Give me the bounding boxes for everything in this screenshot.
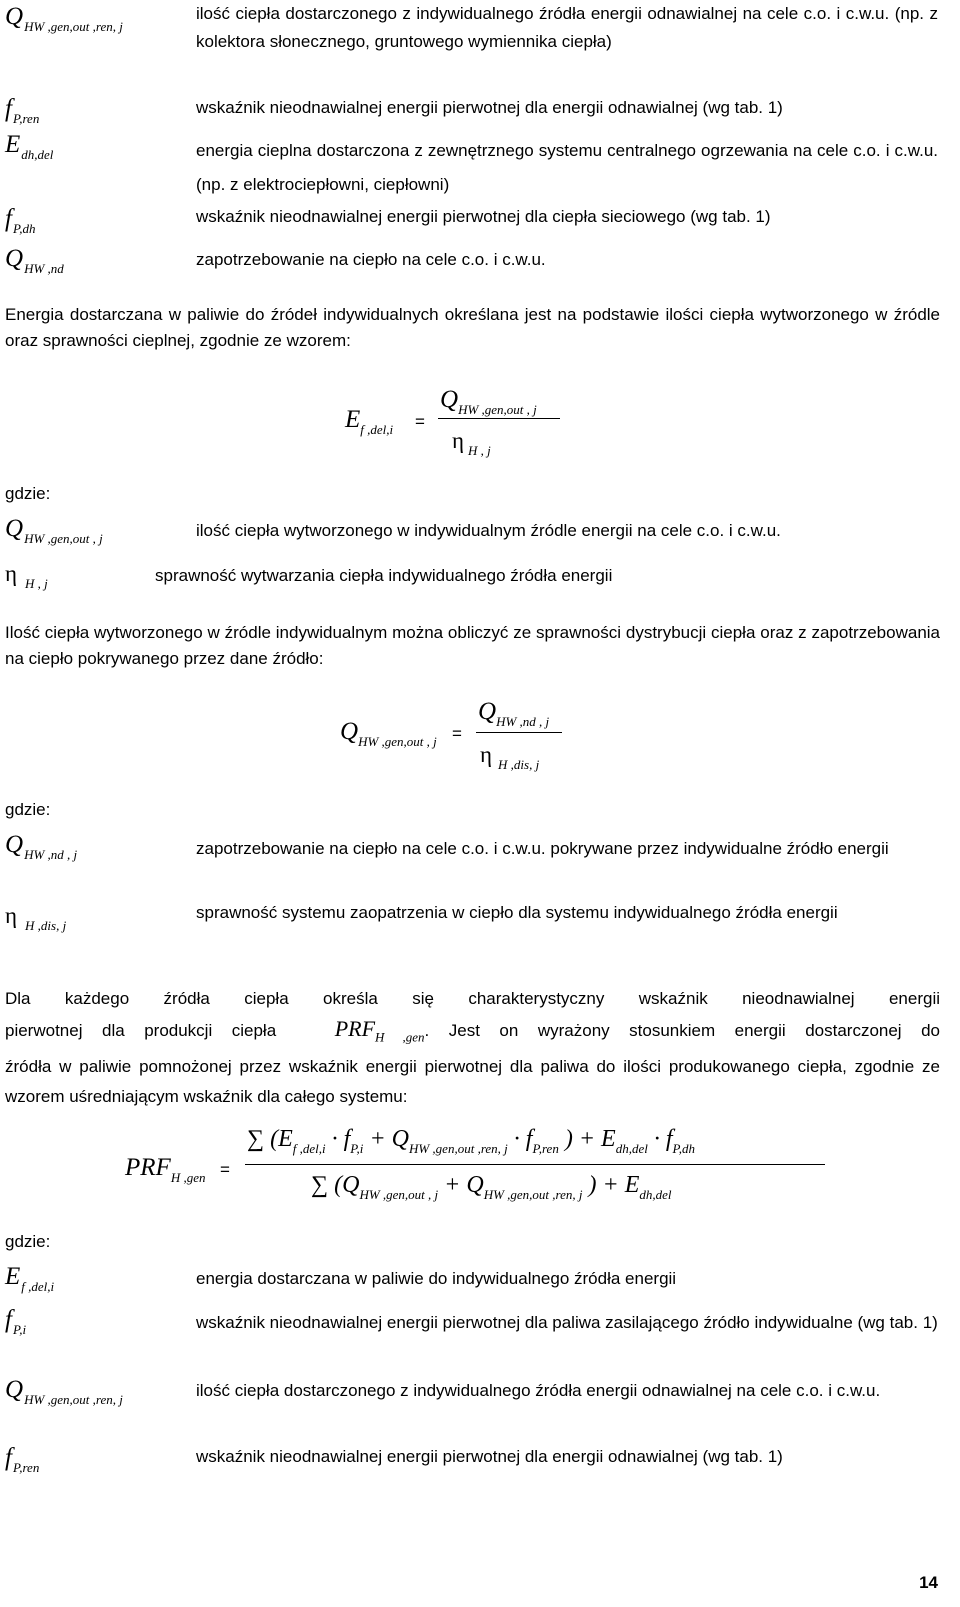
definition-text: ilość ciepła dostarczonego z indywidualnego źródła energii odnawialnej na cele c.o. i c.w.u.: [196, 1381, 881, 1400]
definition-text: sprawność systemu zaopatrzenia w ciepło dla systemu indywidualnego źródła energii: [196, 903, 838, 922]
formula-lhs: $Q_{HW ,gen,out , j}$: [340, 718, 437, 749]
equals-sign: =: [220, 1160, 230, 1179]
paragraph-line: pierwotnej dla produkcji ciepła $PRF_{H ,gen}$. Jest on wyrażony stosunkiem energii dostarczonej do: [5, 1016, 941, 1045]
symbol-fp-ren: $f_{P,ren}$: [5, 95, 40, 126]
definition-text: energia cieplna dostarczona z zewnętrznego systemu centralnego ogrzewania na cele c.o. i c.w.u. (np. z elektrociepłowni, ciepłowni): [196, 141, 938, 194]
equals-sign: =: [452, 724, 462, 743]
symbol-e-dh-del: $E_{dh,del}$: [5, 131, 54, 162]
symbol-q-hw-nd: $Q_{HW ,nd}$: [5, 245, 64, 276]
definition-text: wskaźnik nieodnawialnej energii pierwotnej dla energii odnawialnej (wg tab. 1): [196, 1447, 783, 1466]
symbol-e-f-del-i: $E_{f ,del,i}$: [5, 1263, 55, 1294]
formula-q-hw-gen-out: [340, 700, 580, 780]
where-label: gdzie:: [5, 1232, 51, 1251]
formula-denominator: ∑ ($Q_{HW ,gen,out , j} + Q_{HW ,gen,out ,ren, j}$ ) + $E_{dh,del}$: [311, 1172, 672, 1202]
definition-text: wskaźnik nieodnawialnej energii pierwotnej dla energii odnawialnej (wg tab. 1): [196, 98, 783, 117]
formula-e-f-del: [340, 388, 570, 468]
paragraph-line: Dla każdego źródła ciepła określa się charakterystyczny wskaźnik nieodnawialnej energii: [5, 989, 940, 1008]
formula-numerator: $Q_{HW ,gen,out , j}$: [440, 386, 537, 417]
fraction-bar: [438, 418, 560, 419]
definition-text: ilość ciepła dostarczonego z indywidualnego źródła energii odnawialnej na cele c.o. i c.w.u. (np. z kolektora słonecznego, gruntowego wymiennika ciepła): [196, 4, 938, 51]
symbol-prf-h-gen: $PRF_{H ,gen}$: [334, 1016, 425, 1045]
symbol-eta-h-dis: η $_{H ,dis, j}$: [5, 903, 67, 933]
fraction-bar: [476, 732, 562, 733]
formula-lhs: $E_{f ,del,i}$: [345, 406, 394, 437]
formula-numerator: ∑ ($E_{f ,del,i} \cdot f_{P,i} + Q_{HW ,gen,out ,ren, j} \cdot f_{P,ren}$ ) + $E_{dh,del} \cdot f_{P,dh}$: [247, 1126, 696, 1156]
symbol-fp-dh: $f_{P,dh}$: [5, 205, 36, 236]
formula-denominator: η $_{H , j}$: [452, 428, 491, 458]
symbol-q-hw-gen-out-ren: $Q_{HW ,gen,out ,ren, j}$: [5, 3, 123, 34]
symbol-q-hw-gen-out: $Q_{HW ,gen,out , j}$: [5, 515, 103, 546]
paragraph-prf: [5, 984, 940, 1112]
formula-denominator: η $_{H ,dis, j}$: [480, 742, 540, 772]
symbol-eta-h: η $_{H , j}$: [5, 561, 48, 591]
definition-text: wskaźnik nieodnawialnej energii pierwotnej dla paliwa zasilającego źródło indywidualne (wg tab. 1): [196, 1313, 938, 1332]
where-label: gdzie:: [5, 800, 51, 819]
formula-lhs: $PRF_{H ,gen}$: [125, 1154, 206, 1185]
paragraph-heat-generated: Ilość ciepła wytworzonego w źródle indywidualnym można obliczyć ze sprawności dystrybucji ciepła oraz z zapotrzebowania na ciepło pokrywanego przez dane źródło:: [5, 623, 940, 668]
where-label: gdzie:: [5, 484, 51, 503]
paragraph-energy-delivered: Energia dostarczana w paliwie do źródeł indywidualnych określana jest na podstawie ilości ciepła wytworzonego w źródle oraz sprawności cieplnej, zgodnie ze wzorem:: [5, 305, 940, 350]
equals-sign: =: [415, 412, 425, 431]
definition-text: zapotrzebowanie na ciepło na cele c.o. i c.w.u. pokrywane przez indywidualne źródło energii: [196, 839, 889, 858]
definition-text: ilość ciepła wytworzonego w indywidualnym źródle energii na cele c.o. i c.w.u.: [196, 521, 781, 540]
fraction-bar: [245, 1164, 825, 1165]
definition-text: energia dostarczana w paliwie do indywidualnego źródła energii: [196, 1269, 677, 1288]
formula-prf: [125, 1120, 845, 1220]
symbol-fp-i: $f_{P,i}$: [5, 1306, 27, 1337]
definition-text: zapotrzebowanie na ciepło na cele c.o. i c.w.u.: [196, 250, 546, 269]
symbol-fp-ren: $f_{P,ren}$: [5, 1444, 40, 1475]
page-number: 14: [919, 1573, 938, 1592]
definition-text: sprawność wytwarzania ciepła indywidualnego źródła energii: [155, 566, 613, 585]
formula-numerator: $Q_{HW ,nd , j}$: [478, 698, 550, 729]
paragraph-line: źródła w paliwie pomnożonej przez wskaźnik energii pierwotnej dla paliwa do ilości produkowanego ciepła, zgodnie ze wzorem uśredniającym wskaźnik dla całego systemu:: [5, 1057, 940, 1107]
symbol-q-hw-nd-j: $Q_{HW ,nd , j}$: [5, 831, 78, 862]
symbol-q-hw-gen-out-ren: $Q_{HW ,gen,out ,ren, j}$: [5, 1376, 123, 1407]
definition-text: wskaźnik nieodnawialnej energii pierwotnej dla ciepła sieciowego (wg tab. 1): [196, 207, 771, 226]
